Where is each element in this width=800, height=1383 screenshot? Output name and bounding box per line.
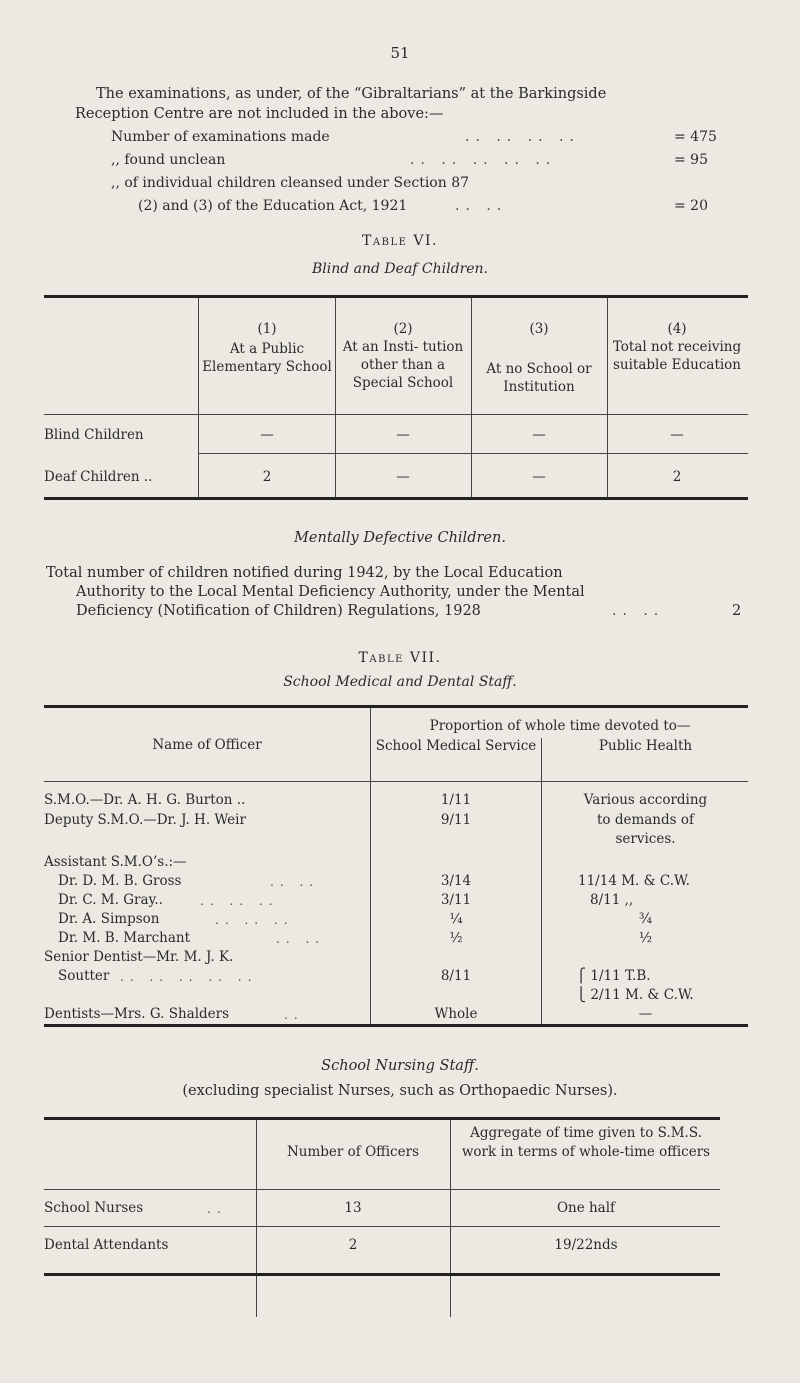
table6-bottom-rule <box>44 497 748 500</box>
table6-row-label: Deaf Children .. <box>44 469 153 485</box>
nursing-aggregate: One half <box>556 1200 616 1216</box>
nursing-subheading: (excluding specialist Nurses, such as Orthopaedic Nurses). <box>182 1083 618 1099</box>
table7-officer-name: Senior Dentist—Mr. M. J. K. <box>44 949 234 965</box>
nursing-row-label: School Nurses <box>44 1200 144 1216</box>
table6-col4-label: Total not receiving suitable Education <box>612 339 742 373</box>
table7-col-group: Proportion of whole time devoted to— <box>429 718 691 734</box>
table7-sms: 3/14 <box>440 873 472 889</box>
leader-dots: .. .. .. .. .. <box>410 152 557 168</box>
table7-header-rule <box>44 781 748 782</box>
intro-item-label: ,, found unclean <box>111 152 226 168</box>
leader-dots: .. .. <box>270 875 320 889</box>
intro-item-label: ,, of individual children cleansed under Section 87 <box>111 175 470 191</box>
nursing-row-label: Dental Attendants <box>44 1237 169 1253</box>
table7-officer-name: Deputy S.M.O.—Dr. J. H. Weir <box>44 812 246 828</box>
intro-line-2: Reception Centre are not included in the above:— <box>75 106 444 122</box>
nursing-heading: School Nursing Staff. <box>321 1058 479 1074</box>
table7-col-divider <box>370 708 371 996</box>
table7-officer-name: Assistant S.M.O’s.:— <box>44 854 187 870</box>
table6-col-divider <box>198 298 199 498</box>
table6-cell: 2 <box>672 469 682 485</box>
table7-sms: Whole <box>434 1006 478 1022</box>
mental-line-2: Authority to the Local Mental Deficiency Authority, under the Mental <box>76 584 585 600</box>
table7-col-ph: Public Health <box>598 738 693 754</box>
table6-subheading: Blind and Deaf Children. <box>311 261 489 277</box>
table6-header-rule <box>44 414 748 415</box>
intro-item-label: (2) and (3) of the Education Act, 1921 <box>138 198 408 214</box>
table6-col1-label: At a Public Elementary School <box>202 341 332 375</box>
intro-item-value: = 95 <box>674 152 708 168</box>
nursing-row-rule <box>44 1226 720 1227</box>
table7-officer-name: Soutter <box>58 968 110 984</box>
table6-cell: — <box>396 469 410 485</box>
table7-col-divider <box>370 996 371 1025</box>
table6-cell: — <box>670 427 684 443</box>
nursing-bottom-rule <box>44 1273 720 1276</box>
leader-dots: .. .. .. <box>200 894 279 908</box>
leader-dots: .. .. <box>455 198 508 214</box>
table7-officer-name: Dr. A. Simpson <box>58 911 160 927</box>
table7-officer-name: Dr. C. M. Gray.. <box>58 892 163 908</box>
table6-col4-num: (4) <box>667 321 687 337</box>
table7-col-name: Name of Officer <box>152 737 262 753</box>
table6-cell: — <box>396 427 410 443</box>
mental-heading: Mentally Defective Children. <box>294 530 506 546</box>
mental-value: 2 <box>732 603 742 619</box>
table6-col3-label: At no School or Institution <box>486 361 592 395</box>
leader-dots: .. <box>207 1202 227 1216</box>
table7-ph: 8/11 ,, <box>590 892 634 908</box>
table6-col3-num: (3) <box>529 321 549 337</box>
intro-item-label: Number of examinations made <box>111 129 330 145</box>
nursing-top-rule <box>44 1117 720 1120</box>
table6-cell: — <box>532 469 546 485</box>
nursing-col-officers: Number of Officers <box>286 1144 419 1160</box>
table7-sms: ¼ <box>449 911 463 927</box>
table6-heading: Table VI. <box>362 233 438 249</box>
table6-cell: 2 <box>262 469 272 485</box>
table7-col-sms: School Medical Service <box>375 738 537 754</box>
nursing-header-rule <box>44 1189 720 1190</box>
table6-row-label: Blind Children <box>44 427 144 443</box>
intro-item-value: = 20 <box>674 198 708 214</box>
table7-ph: ⎩ 2/11 M. & C.W. <box>576 987 694 1003</box>
nursing-aggregate: 19/22nds <box>554 1237 618 1253</box>
nursing-officers: 2 <box>348 1237 358 1253</box>
table7-ph: Various according <box>583 792 708 808</box>
table6-col-divider <box>607 298 608 498</box>
nursing-col-divider <box>450 1120 451 1317</box>
leader-dots: .. .. <box>612 603 665 619</box>
table7-bottom-rule <box>44 1024 748 1027</box>
page-number: 51 <box>390 44 410 62</box>
table6-cell: — <box>260 427 274 443</box>
table6-col1-num: (1) <box>257 321 277 337</box>
table7-sms: 9/11 <box>440 812 472 828</box>
leader-dots: .. .. .. .. .. <box>120 970 258 984</box>
table7-subheading: School Medical and Dental Staff. <box>283 674 517 690</box>
table7-ph: ½ <box>638 930 653 946</box>
table7-ph: ⎧ 1/11 T.B. <box>576 968 651 984</box>
table6-col-divider <box>335 298 336 498</box>
leader-dots: .. .. .. .. <box>465 129 580 145</box>
table7-ph: services. <box>615 831 676 847</box>
table7-sms: 8/11 <box>440 968 472 984</box>
nursing-officers: 13 <box>344 1200 362 1216</box>
table7-col-divider <box>541 738 542 996</box>
table6-col2-label: At an Insti- tution other than a Special School <box>342 339 464 391</box>
table6-col2-num: (2) <box>393 321 413 337</box>
mental-line-1: Total number of children notified during 1942, by the Local Education <box>46 565 563 581</box>
table7-officer-name: Dentists—Mrs. G. Shalders <box>44 1006 230 1022</box>
intro-item-value: = 475 <box>674 129 717 145</box>
table7-officer-name: S.M.O.—Dr. A. H. G. Burton .. <box>44 792 246 808</box>
table6-col-divider <box>471 298 472 498</box>
leader-dots: .. .. .. <box>215 913 294 927</box>
leader-dots: .. .. <box>276 932 326 946</box>
table7-top-rule <box>44 705 748 708</box>
table7-ph: 11/14 M. & C.W. <box>578 873 690 889</box>
table7-officer-name: Dr. M. B. Marchant <box>58 930 191 946</box>
table7-sms: 3/11 <box>440 892 472 908</box>
table7-officer-name: Dr. D. M. B. Gross <box>58 873 182 889</box>
table7-col-divider <box>541 996 542 1025</box>
table7-ph: to demands of <box>596 812 694 828</box>
table6-cell: — <box>532 427 546 443</box>
table6-row-rule <box>198 453 748 454</box>
table7-sms: 1/11 <box>440 792 472 808</box>
table6-top-rule <box>44 295 748 298</box>
table7-ph: — <box>638 1006 653 1022</box>
table7-sms: ½ <box>449 930 463 946</box>
table7-heading: Table VII. <box>358 650 442 666</box>
nursing-col-aggregate: Aggregate of time given to S.M.S. work in terms of whole-time officers <box>461 1125 711 1160</box>
mental-line-3: Deficiency (Notification of Children) Regulations, 1928 <box>76 603 481 619</box>
nursing-col-divider <box>256 1120 257 1317</box>
table7-ph: ¾ <box>638 911 653 927</box>
leader-dots: .. <box>284 1008 304 1022</box>
intro-line-1: The examinations, as under, of the “Gibraltarians” at the Barkingside <box>96 86 607 102</box>
